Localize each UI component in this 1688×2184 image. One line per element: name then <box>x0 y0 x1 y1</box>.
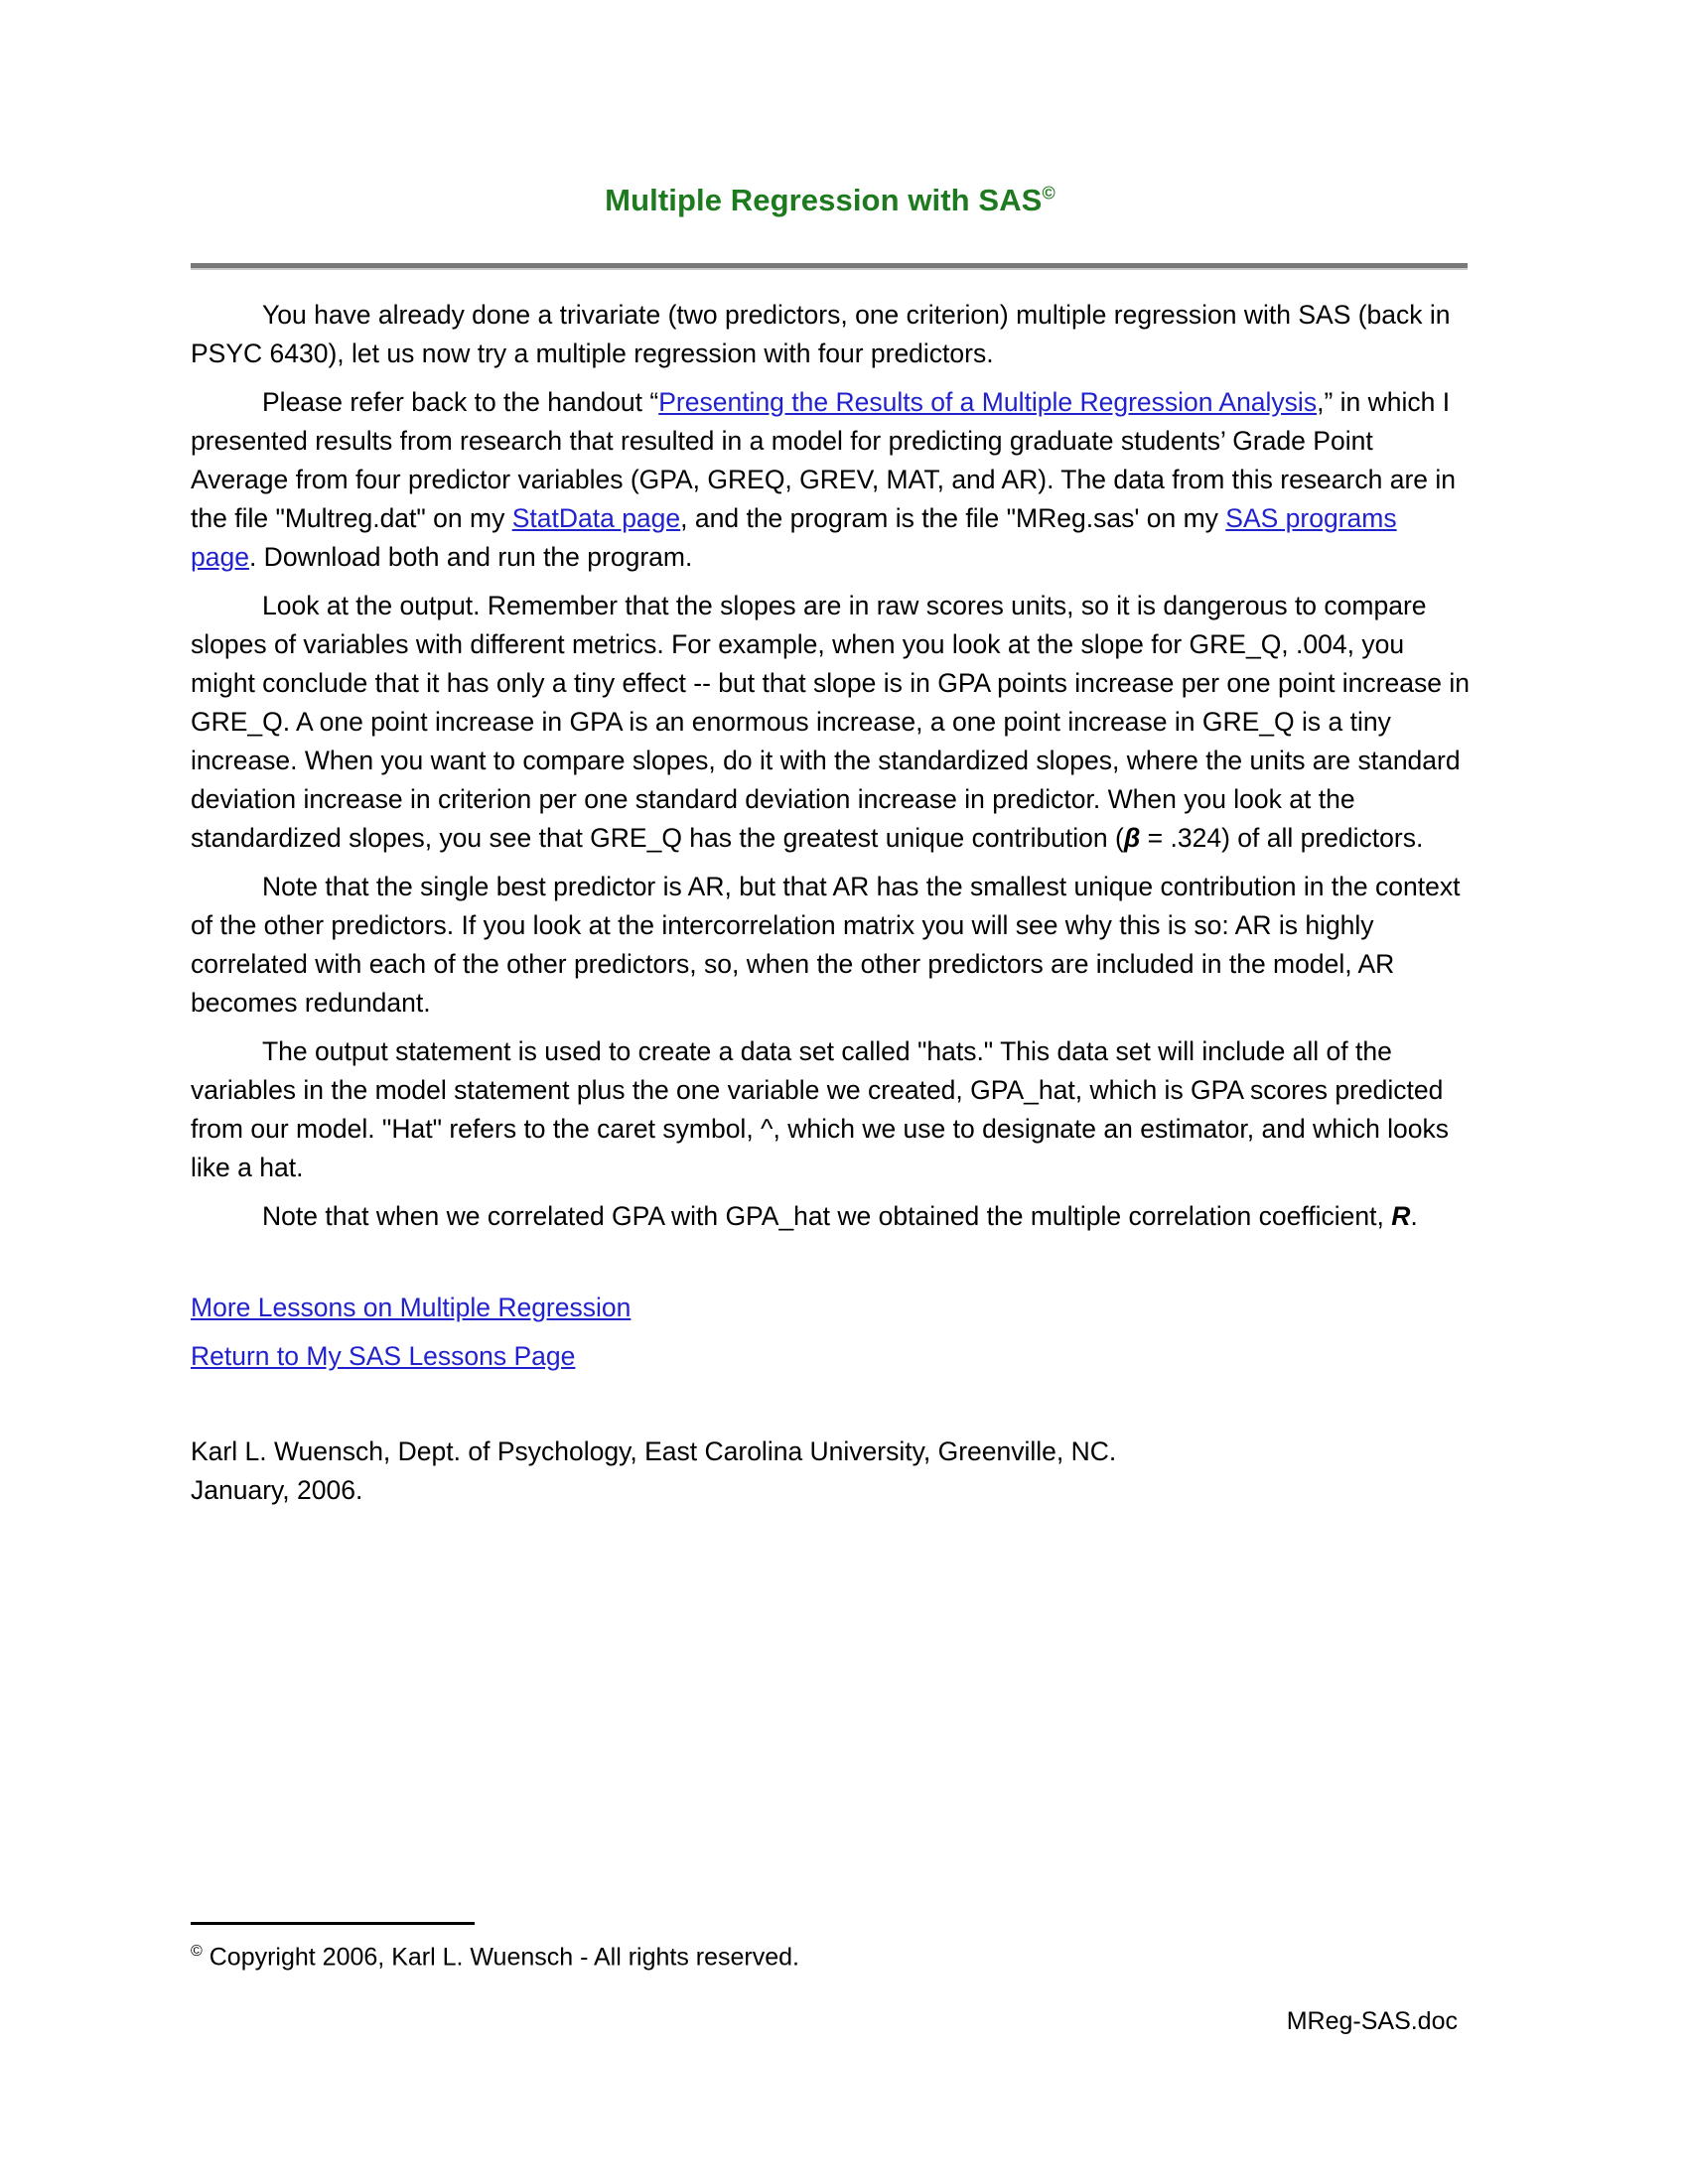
paragraph-handout-text-3: , and the program is the file "MReg.sas' on my <box>680 502 1226 533</box>
link-statdata-page[interactable]: StatData page <box>511 502 681 533</box>
paragraph-multiple-r-text-2: . <box>1410 1200 1418 1231</box>
bottom-link-row-return <box>191 1336 1470 1377</box>
page-footer-filename: MReg-SAS.doc <box>1286 2007 1458 2035</box>
footnote-copyright <box>191 1936 1470 1973</box>
footnote-divider <box>191 1922 475 1925</box>
paragraph-handout-text-2: ,” in which I presented results from research that resulted in a model for predicting graduate students’ Grade Point Average from four predictor variables (GPA, GREQ, GREV, MAT, and AR). The data from this research are in the file "Multreg.dat" on my <box>191 386 1456 533</box>
copyright-superscript-icon: © <box>1042 183 1055 204</box>
paragraph-handout-text-4: . Download both and run the program. <box>248 541 693 572</box>
paragraph-handout <box>191 383 1470 577</box>
page-title <box>191 0 1470 218</box>
link-sas-programs-page[interactable]: SAS programs page <box>191 502 1397 572</box>
page-title-text: Multiple Regression with SAS <box>605 183 1043 217</box>
body-text <box>191 296 1470 1236</box>
bottom-link-row-more-lessons <box>191 1288 1470 1328</box>
paragraph-output-statement-text: The output statement is used to create a data set called "hats." This data set will include all of the variables in the model statement plus the one variable we created, GPA_hat, which is GPA scores predicted from our model. "Hat" refers to the caret symbol, ^, which we use to designate an estimator, and which looks like a hat. <box>191 1035 1450 1182</box>
copyright-icon: © <box>191 1943 203 1960</box>
paragraph-intro-text: You have already done a trivariate (two predictors, one criterion) multiple regression with SAS (back in PSYC 6430), let us now try a multiple regression with four predictors. <box>191 299 1451 368</box>
author-block <box>191 1433 1470 1510</box>
footnote-area <box>191 1922 1470 1973</box>
header-divider <box>191 263 1468 270</box>
paragraph-slopes-text-1: Look at the output. Remember that the slopes are in raw scores units, so it is dangerous to compare slopes of variables with different metrics. For example, when you look at the slope for GRE_Q, .004, you might conclude that it has only a tiny effect -- but that slope is in GPA points increase per one point increase in GRE_Q. A one point increase in GPA is an enormous increase, a one point increase in GRE_Q is a tiny increase. When you want to compare slopes, do it with the standardized slopes, where the units are standard deviation increase in criterion per one standard deviation increase in predictor. When you look at the standardized slopes, you see that GRE_Q has the greatest unique contribution ( <box>191 590 1470 853</box>
bottom-links <box>191 1288 1470 1377</box>
paragraph-ar-predictor-text: Note that the single best predictor is AR, but that AR has the smallest unique contribution in the context of the other predictors. If you look at the intercorrelation matrix you will see why this is so: AR is highly correlated with each of the other predictors, so, when the other predictors are included in the model, AR becomes redundant. <box>191 871 1461 1018</box>
link-presenting-results[interactable]: Presenting the Results of a Multiple Regression Analysis <box>658 386 1318 417</box>
paragraph-slopes-text-2: = .324) of all predictors. <box>1140 822 1424 853</box>
author-line-date: January, 2006. <box>191 1474 363 1505</box>
beta-symbol: β <box>1123 822 1141 853</box>
paragraph-multiple-r-text-1: Note that when we correlated GPA with GPA_hat we obtained the multiple correlation coefficient, <box>262 1200 1392 1231</box>
paragraph-slopes <box>191 587 1470 858</box>
link-more-lessons[interactable]: More Lessons on Multiple Regression <box>191 1292 632 1322</box>
paragraph-ar-predictor <box>191 868 1470 1023</box>
r-symbol: R <box>1391 1200 1411 1231</box>
paragraph-output-statement <box>191 1032 1470 1187</box>
author-line-affiliation: Karl L. Wuensch, Dept. of Psychology, East Carolina University, Greenville, NC. <box>191 1435 1117 1466</box>
document-content <box>191 0 1470 1510</box>
paragraph-multiple-r <box>191 1197 1470 1236</box>
link-return-sas-lessons[interactable]: Return to My SAS Lessons Page <box>191 1340 576 1371</box>
paragraph-handout-text-1: Please refer back to the handout “ <box>262 386 659 417</box>
footnote-copyright-text: Copyright 2006, Karl L. Wuensch - All rights reserved. <box>202 1943 800 1972</box>
paragraph-intro <box>191 296 1470 373</box>
